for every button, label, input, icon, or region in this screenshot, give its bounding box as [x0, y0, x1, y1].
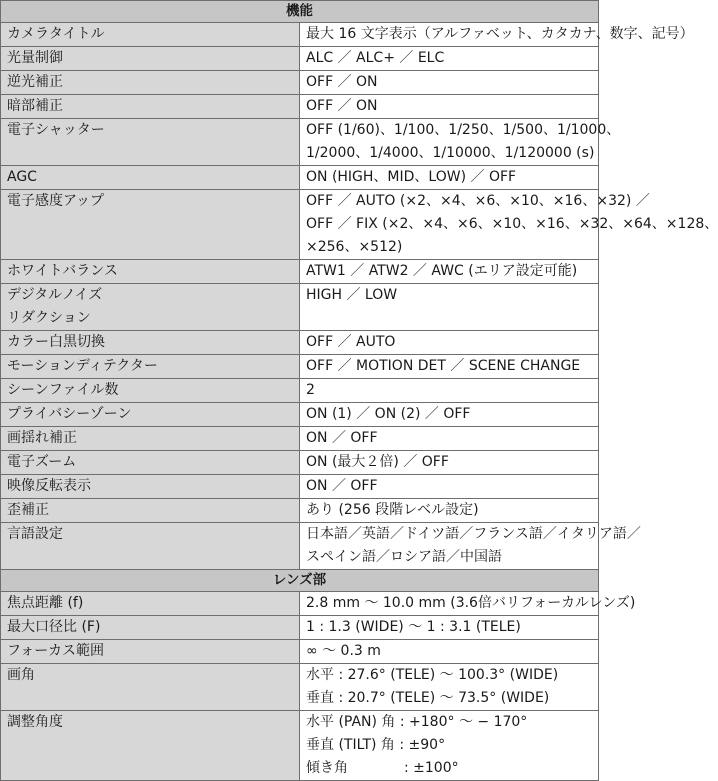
spec-label	[1, 711, 300, 781]
spec-value	[300, 119, 621, 166]
spec-value	[300, 592, 636, 616]
spec-label	[1, 427, 300, 451]
spec-row	[1, 664, 599, 711]
spec-value-line: 垂直 : 20.7° (TELE) 〜 73.5° (WIDE)	[306, 690, 550, 706]
spec-row	[1, 284, 599, 331]
spec-value	[300, 23, 694, 47]
spec-value-line: ON (1) ／ ON (2) ／ OFF	[306, 406, 471, 422]
spec-value	[300, 711, 599, 781]
spec-label-line: 焦点距離 (f)	[7, 595, 84, 611]
spec-row	[1, 166, 599, 190]
spec-row	[1, 260, 599, 284]
spec-row	[1, 451, 599, 475]
spec-label-line: カラー白黒切換	[7, 334, 105, 350]
spec-row	[1, 711, 599, 781]
spec-value-line: ATW1 ／ ATW2 ／ AWC (エリア設定可能)	[306, 263, 578, 279]
spec-value-line: 2	[306, 382, 315, 398]
spec-label	[1, 260, 300, 284]
spec-row	[1, 331, 599, 355]
spec-label	[1, 71, 300, 95]
spec-value-line: 2.8 mm 〜 10.0 mm (3.6倍バリフォーカルレンズ)	[306, 595, 636, 611]
spec-value	[300, 190, 718, 260]
spec-row	[1, 475, 599, 499]
spec-label-line: ホワイトバランス	[7, 263, 118, 279]
spec-value	[300, 331, 599, 355]
spec-value-line: 日本語／英語／ドイツ語／フランス語／イタリア語／	[306, 526, 641, 542]
spec-label-line: 画揺れ補正	[7, 430, 77, 446]
spec-value	[300, 616, 599, 640]
section-header	[1, 570, 599, 592]
section-title: 機能	[1, 1, 599, 23]
spec-value	[300, 71, 599, 95]
spec-value	[300, 475, 599, 499]
spec-label	[1, 23, 300, 47]
spec-value	[300, 523, 641, 570]
spec-label-line: フォーカス範囲	[7, 643, 105, 659]
spec-label-line: 歪補正	[7, 502, 49, 518]
spec-value-line: 水平 : 27.6° (TELE) 〜 100.3° (WIDE)	[306, 667, 559, 683]
spec-label	[1, 499, 300, 523]
spec-row	[1, 499, 599, 523]
spec-row	[1, 403, 599, 427]
spec-label	[1, 119, 300, 166]
spec-label-line: 電子ズーム	[7, 454, 77, 470]
spec-row	[1, 119, 599, 166]
spec-label-line: 映像反転表示	[7, 478, 91, 494]
spec-value	[300, 403, 599, 427]
spec-value-line: スペイン語／ロシア語／中国語	[306, 549, 502, 565]
spec-row	[1, 616, 599, 640]
spec-value	[300, 95, 599, 119]
spec-value-line: OFF ／ MOTION DET ／ SCENE CHANGE	[306, 358, 581, 374]
spec-label-line: 逆光補正	[7, 74, 63, 90]
spec-value	[300, 427, 599, 451]
spec-label	[1, 475, 300, 499]
spec-label	[1, 523, 300, 570]
spec-label-line: 電子感度アップ	[7, 193, 105, 209]
spec-value-line: ALC ／ ALC+ ／ ELC	[306, 50, 445, 66]
spec-row	[1, 47, 599, 71]
spec-value-line: ON ／ OFF	[306, 478, 378, 494]
spec-label-line: シーンファイル数	[7, 382, 119, 398]
spec-label-line: AGC	[7, 169, 37, 185]
spec-row	[1, 427, 599, 451]
spec-value	[300, 355, 599, 379]
spec-label	[1, 95, 300, 119]
spec-value-line: OFF (1/60)、1/100、1/250、1/500、1/1000、	[306, 122, 621, 138]
spec-label	[1, 190, 300, 260]
spec-value-line: ON (最大２倍) ／ OFF	[306, 454, 449, 470]
spec-label	[1, 403, 300, 427]
spec-label-line: 光量制御	[7, 50, 63, 66]
spec-row	[1, 23, 599, 47]
spec-label-line: 最大口径比 (F)	[7, 619, 101, 635]
spec-label	[1, 355, 300, 379]
spec-label	[1, 166, 300, 190]
spec-row	[1, 379, 599, 403]
spec-label	[1, 331, 300, 355]
spec-label	[1, 664, 300, 711]
spec-value-line: 1/2000、1/4000、1/10000、1/120000 (s)	[306, 145, 595, 161]
spec-row	[1, 355, 599, 379]
spec-label-line: 暗部補正	[7, 98, 63, 114]
spec-label-line: 電子シャッター	[7, 122, 105, 138]
spec-row	[1, 592, 599, 616]
spec-label	[1, 284, 300, 331]
spec-label	[1, 47, 300, 71]
spec-table-body	[1, 1, 718, 781]
spec-value-line: OFF ／ FIX (×2、×4、×6、×10、×16、×32、×64、×128、	[306, 216, 718, 232]
spec-row	[1, 523, 599, 570]
spec-label-line: 調整角度	[7, 714, 63, 730]
spec-value	[300, 664, 599, 711]
section-header	[1, 1, 599, 23]
spec-value-line: ON (HIGH、MID、LOW) ／ OFF	[306, 169, 517, 185]
spec-value	[300, 284, 599, 331]
spec-label	[1, 640, 300, 664]
spec-value	[300, 47, 599, 71]
spec-row	[1, 95, 599, 119]
spec-label-line: デジタルノイズ	[7, 287, 103, 303]
spec-label-line: プライバシーゾーン	[7, 406, 132, 422]
spec-row	[1, 71, 599, 95]
spec-value-line: HIGH ／ LOW	[306, 287, 398, 303]
spec-value-line: 最大 16 文字表示（アルファベット、カタカナ、数字、記号）	[306, 26, 694, 42]
spec-label-line: 画角	[7, 667, 35, 683]
spec-value-line: ×256、×512)	[306, 239, 403, 255]
spec-value-line: 垂直 (TILT) 角 : ±90°	[306, 737, 446, 753]
spec-value	[300, 260, 599, 284]
spec-value	[300, 451, 599, 475]
spec-label	[1, 616, 300, 640]
spec-value-line: 1 : 1.3 (WIDE) 〜 1 : 3.1 (TELE)	[306, 619, 521, 635]
spec-value	[300, 499, 599, 523]
spec-label	[1, 451, 300, 475]
spec-value	[300, 640, 599, 664]
spec-value-line: OFF ／ AUTO (×2、×4、×6、×10、×16、×32) ／	[306, 193, 650, 209]
spec-value	[300, 379, 599, 403]
spec-value-line: ∞ 〜 0.3 m	[306, 643, 381, 659]
spec-value-line: あり (256 段階レベル設定)	[306, 502, 479, 518]
spec-value-line: OFF ／ ON	[306, 74, 378, 90]
spec-label-line: カメラタイトル	[7, 26, 105, 42]
spec-label-line: モーションディテクター	[7, 358, 158, 374]
spec-label-line: リダクション	[7, 310, 91, 326]
spec-value-line: ON ／ OFF	[306, 430, 378, 446]
spec-value-line: 傾き角 : ±100°	[306, 760, 459, 776]
spec-value	[300, 166, 599, 190]
spec-row	[1, 640, 599, 664]
spec-value-line: OFF ／ ON	[306, 98, 378, 114]
spec-value-line: 水平 (PAN) 角 : +180° 〜 − 170°	[306, 714, 528, 730]
spec-value-line: OFF ／ AUTO	[306, 334, 396, 350]
spec-label	[1, 379, 300, 403]
spec-label	[1, 592, 300, 616]
spec-row	[1, 190, 599, 260]
section-title: レンズ部	[1, 570, 599, 592]
spec-label-line: 言語設定	[7, 526, 63, 542]
